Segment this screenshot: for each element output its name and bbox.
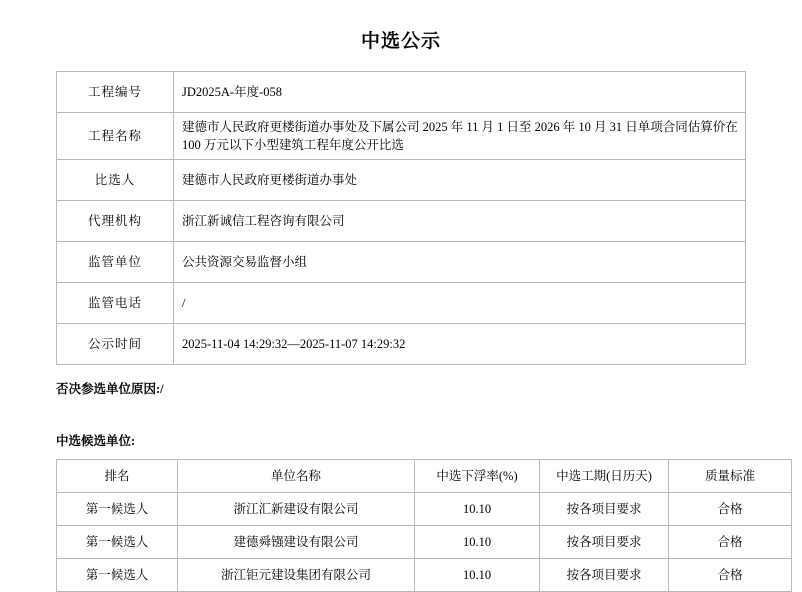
info-label-bidder: 比选人 bbox=[57, 160, 174, 201]
table-row bbox=[57, 283, 746, 324]
info-label-agency: 代理机构 bbox=[57, 201, 174, 242]
table-row bbox=[57, 72, 746, 113]
candidates-section-title: 中选候选单位: bbox=[56, 434, 136, 449]
table-row bbox=[57, 493, 792, 526]
document-page bbox=[0, 26, 802, 582]
info-value-supervisor: 公共资源交易监督小组 bbox=[174, 242, 746, 283]
info-value-supervisor-phone: / bbox=[174, 283, 746, 324]
info-value-publish-time: 2025-11-04 14:29:32—2025-11-07 14:29:32 bbox=[174, 324, 746, 365]
info-value-project-code: JD2025A-年度-058 bbox=[174, 72, 746, 113]
cell-quality: 合格 bbox=[669, 493, 792, 526]
table-header-row bbox=[57, 460, 792, 493]
table-row bbox=[57, 160, 746, 201]
cell-discount-rate: 10.10 bbox=[415, 559, 540, 592]
page-title: 中选公示 bbox=[360, 31, 441, 52]
info-value-agency: 浙江新诚信工程咨询有限公司 bbox=[174, 201, 746, 242]
info-label-project-code: 工程编号 bbox=[57, 72, 174, 113]
cell-rank: 第一候选人 bbox=[57, 493, 178, 526]
table-row bbox=[57, 526, 792, 559]
cell-company: 浙江钜元建设集团有限公司 bbox=[178, 559, 415, 592]
cell-discount-rate: 10.10 bbox=[415, 493, 540, 526]
table-row bbox=[57, 324, 746, 365]
cell-discount-rate: 10.10 bbox=[415, 526, 540, 559]
cell-company: 浙江汇新建设有限公司 bbox=[178, 493, 415, 526]
cell-duration: 按各项目要求 bbox=[540, 493, 669, 526]
table-row bbox=[57, 242, 746, 283]
candidates-table bbox=[56, 459, 792, 592]
column-header-rank: 排名 bbox=[57, 460, 178, 493]
cell-duration: 按各项目要求 bbox=[540, 526, 669, 559]
column-header-quality: 质量标准 bbox=[669, 460, 792, 493]
cell-rank: 第一候选人 bbox=[57, 526, 178, 559]
info-label-supervisor: 监管单位 bbox=[57, 242, 174, 283]
project-info-table bbox=[56, 71, 746, 365]
cell-rank: 第一候选人 bbox=[57, 559, 178, 592]
table-row bbox=[57, 559, 792, 592]
info-label-project-name: 工程名称 bbox=[57, 113, 174, 160]
cell-quality: 合格 bbox=[669, 526, 792, 559]
info-label-supervisor-phone: 监管电话 bbox=[57, 283, 174, 324]
column-header-company: 单位名称 bbox=[178, 460, 415, 493]
info-value-project-name: 建德市人民政府更楼街道办事处及下属公司 2025 年 11 月 1 日至 2026 年 10 月 31 日单项合同估算价在 100 万元以下小型建筑工程年度公开比选 bbox=[174, 113, 746, 160]
table-row bbox=[57, 113, 746, 160]
table-row bbox=[57, 201, 746, 242]
column-header-duration: 中选工期(日历天) bbox=[540, 460, 669, 493]
cell-company: 建德舜镪建设有限公司 bbox=[178, 526, 415, 559]
column-header-discount-rate: 中选下浮率(%) bbox=[415, 460, 540, 493]
cell-quality: 合格 bbox=[669, 559, 792, 592]
reject-reason-text: 否决参选单位原因:/ bbox=[56, 382, 164, 397]
info-label-publish-time: 公示时间 bbox=[57, 324, 174, 365]
info-value-bidder: 建德市人民政府更楼街道办事处 bbox=[174, 160, 746, 201]
cell-duration: 按各项目要求 bbox=[540, 559, 669, 592]
